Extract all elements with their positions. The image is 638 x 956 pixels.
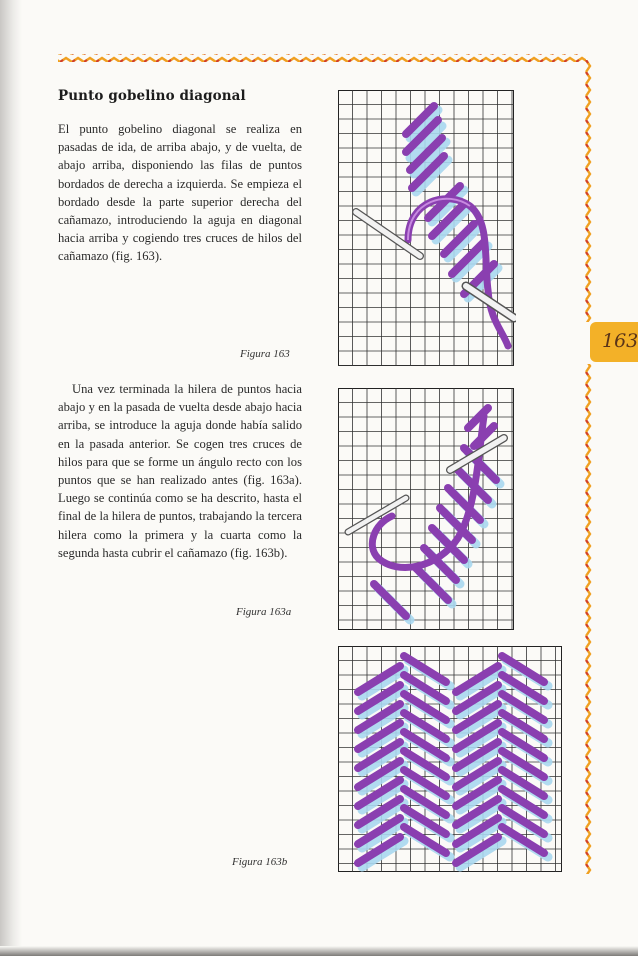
section-title: Punto gobelino diagonal [58,88,246,104]
figure-163-illustration [338,90,516,368]
figure-163b-illustration [338,646,564,874]
caption-figure-163a: Figura 163a [236,606,292,618]
paragraph-2: Una vez terminada la hilera de puntos hacia abajo y en la pasada de vuelta desde abajo hacia arriba, se introduce la aguja donde había salido en la pasada anterior. Se cogen tres cruces de hilos para que se forme un ángulo recto con los puntos que se han realizado antes (fig. 163a). Luego se continúa como se ha descrito, hasta el final de la hilera de puntos, trabajando la tercera hilera como la primera y la cuarta como la segunda hasta cubrir el cañamazo (fig. 163b). [58,382,302,560]
caption-figure-163b: Figura 163b [232,856,288,868]
page-number: 163 [602,330,638,352]
paragraph-1: El punto gobelino diagonal se realiza en pasadas de ida, de arriba abajo, y de vuelta, de abajo arriba, disponiendo las filas de puntos bordados de derecha a izquierda. Se empieza el bordado desde la parte superior derecha del cañamazo, introduciendo la aguja en diagonal hacia arriba y cogiendo tres cruces de hilos del cañamazo (fig. 163). [58,122,302,264]
caption-figure-163: Figura 163 [240,348,290,360]
page-bottom-shadow [0,946,638,956]
figure-163a-illustration [338,388,516,632]
